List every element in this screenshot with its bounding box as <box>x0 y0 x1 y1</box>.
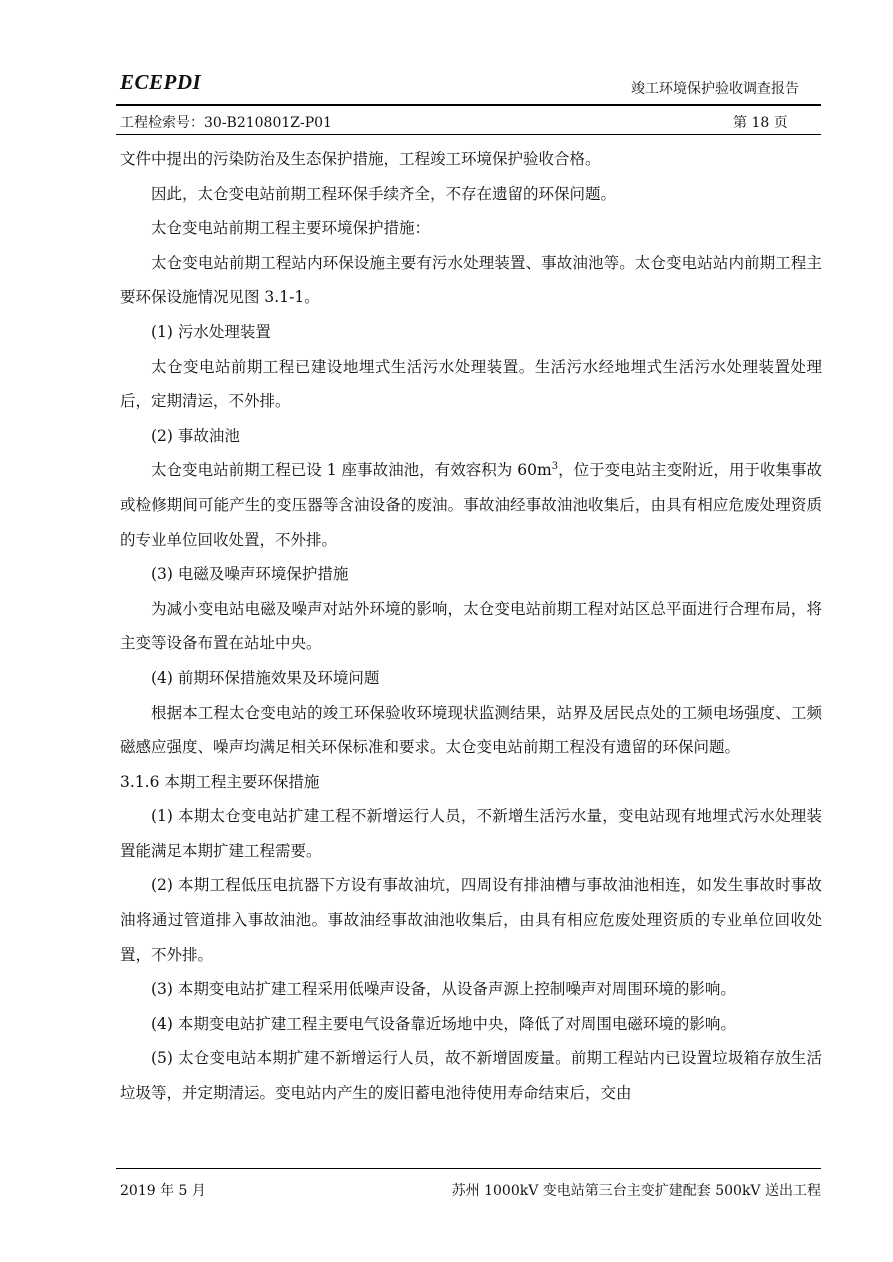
section-heading: (3) 电磁及噪声环境保护措施 <box>151 565 349 584</box>
body-text <box>120 142 822 1111</box>
paragraph <box>120 453 822 557</box>
paragraph-text: 太仓变电站前期工程已设 1 座事故油池，有效容积为 60m <box>151 461 552 480</box>
footer-date: 2019 年 5 月 <box>120 1183 206 1199</box>
superscript: 3 <box>551 461 559 473</box>
section-heading: (1) 污水处理装置 <box>151 322 271 341</box>
paragraph: (1) 本期太仓变电站扩建工程不新增运行人员，不新增生活污水量，变电站现有地埋式污水处理装置能满足本期扩建工程需要。 <box>120 807 822 860</box>
footer-rule <box>116 1168 821 1169</box>
paragraph: (5) 太仓变电站本期扩建不新增运行人员，故不新增固废量。前期工程站内已设置垃圾箱存放生活垃圾等，并定期清运。变电站内产生的废旧蓄电池待使用寿命结束后，交由 <box>120 1049 822 1103</box>
company-logo: ECEPDI <box>120 70 202 94</box>
paragraph: 为减小变电站电磁及噪声对站外环境的影响，太仓变电站前期工程对站区总平面进行合理布局，将主变等设备布置在站址中央。 <box>120 599 822 653</box>
paragraph: 因此，太仓变电站前期工程环保手续齐全，不存在遗留的环保问题。 <box>151 184 617 203</box>
section-heading: (4) 前期环保措施效果及环境问题 <box>151 668 380 687</box>
header-subrule <box>116 134 821 135</box>
paragraph: (3) 本期变电站扩建工程采用低噪声设备，从设备声源上控制噪声对周围环境的影响。 <box>151 980 736 999</box>
footer-project-name: 苏州 1000kV 变电站第三台主变扩建配套 500kV 送出工程 <box>451 1183 821 1199</box>
paragraph-text: ，位于变电站主变附近，用于收集事故或检修期间可能产生的变压器等含油设备的废油。事故油经事故油池收集后，由具有相应危废处理资质的专业单位回收处置，不外排。 <box>120 461 822 549</box>
report-title: 竣工环境保护验收调查报告 <box>631 81 799 97</box>
project-number: 工程检索号：30-B210801Z-P01 <box>120 115 332 131</box>
subsection-heading: 3.1.6 本期工程主要环保措施 <box>120 772 320 791</box>
page-number: 第 18 页 <box>733 115 788 131</box>
paragraph: 文件中提出的污染防治及生态保护措施，工程竣工环境保护验收合格。 <box>120 150 601 168</box>
paragraph: (4) 本期变电站扩建工程主要电气设备靠近场地中央，降低了对周围电磁环境的影响。 <box>151 1014 736 1033</box>
paragraph: 太仓变电站前期工程已建设地埋式生活污水处理装置。生活污水经地埋式生活污水处理装置处理后，定期清运，不外排。 <box>120 357 822 411</box>
paragraph: 太仓变电站前期工程站内环保设施主要有污水处理装置、事故油池等。太仓变电站站内前期工程主要环保设施情况见图 3.1-1。 <box>120 253 822 307</box>
section-heading: (2) 事故油池 <box>151 426 240 445</box>
paragraph: (2) 本期工程低压电抗器下方设有事故油坑，四周设有排油槽与事故油池相连，如发生事故时事故油将通过管道排入事故油池。事故油经事故油池收集后，由具有相应危废处理资质的专业单位回收处置，不外排。 <box>120 876 822 964</box>
paragraph: 根据本工程太仓变电站的竣工环保验收环境现状监测结果，站界及居民点处的工频电场强度、工频磁感应强度、噪声均满足相关环保标准和要求。太仓变电站前期工程没有遗留的环保问题。 <box>120 703 822 757</box>
header-rule <box>116 104 821 106</box>
paragraph: 太仓变电站前期工程主要环境保护措施： <box>151 219 431 238</box>
